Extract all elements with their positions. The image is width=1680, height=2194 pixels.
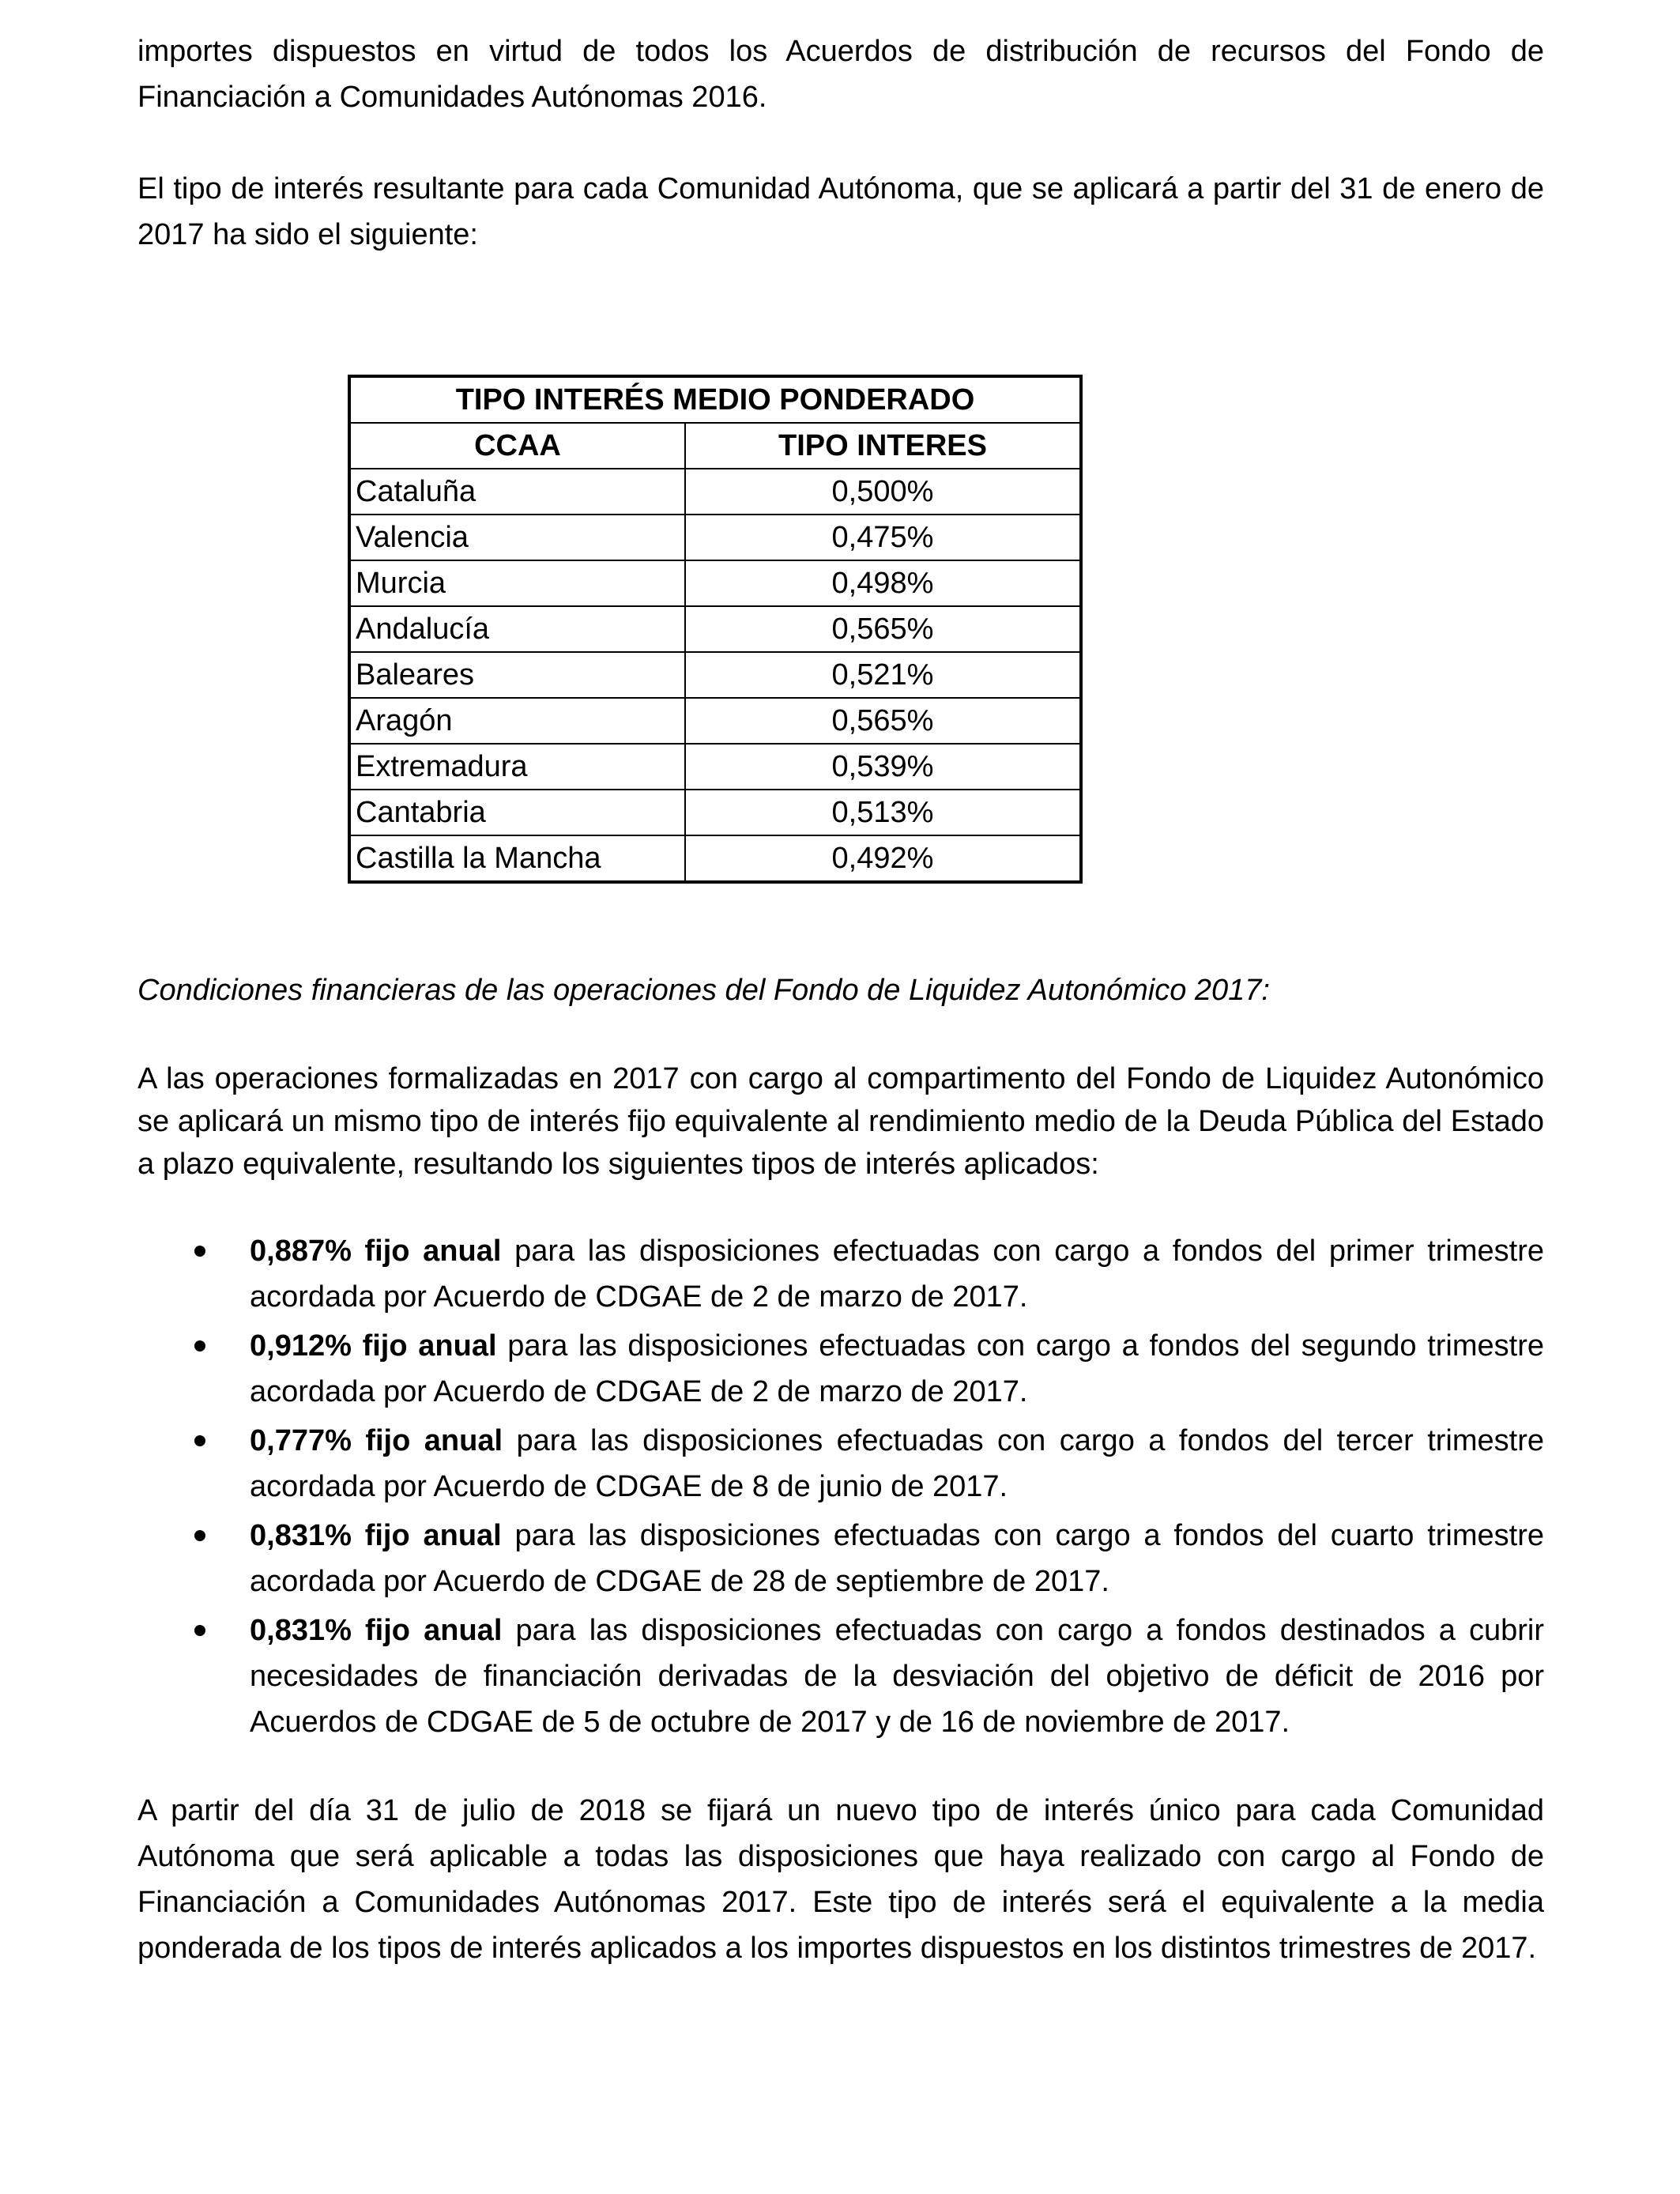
ccaa-cell: Aragón <box>349 698 685 744</box>
ccaa-cell: Castilla la Mancha <box>349 835 685 882</box>
table-row <box>349 744 1081 790</box>
ccaa-cell: Andalucía <box>349 606 685 652</box>
rate-cell: 0,475% <box>685 515 1081 560</box>
table-row <box>349 652 1081 698</box>
section-paragraph: A las operaciones formalizadas en 2017 con cargo al compartimento del Fondo de Liquidez Autonómico se aplicará un mismo tipo de interés fijo equivalente al rendimiento medio de la Deuda Pública del Estado a plazo equivalente, resultando los siguientes tipos de interés aplicados: <box>137 1062 1544 1181</box>
ccaa-cell: Extremadura <box>349 744 685 790</box>
closing-paragraph: A partir del día 31 de julio de 2018 se fijará un nuevo tipo de interés único para cada Comunidad Autónoma que será aplicable a todas las disposiciones que haya realizado con cargo al Fondo de Financiación a Comunidades Autónomas 2017. Este tipo de interés será el equivalente a la media ponderada de los tipos de interés aplicados a los importes dispuestos en los distintos trimestres de 2017. <box>137 1794 1544 1965</box>
bullet-rate: 0,831% fijo anual <box>250 1519 502 1552</box>
rate-cell: 0,565% <box>685 606 1081 652</box>
rate-cell: 0,539% <box>685 744 1081 790</box>
list-item <box>137 1513 1544 1604</box>
list-item <box>137 1228 1544 1320</box>
ccaa-cell: Cataluña <box>349 469 685 515</box>
bullet-text: para las disposiciones efectuadas con cargo a fondos del tercer trimestre acordada por Acuerdo de CDGAE de 8 de junio de 2017. <box>250 1424 1544 1503</box>
table-row <box>349 606 1081 652</box>
bullet-rate: 0,777% fijo anual <box>250 1424 503 1457</box>
table-row <box>349 698 1081 744</box>
bullet-text: para las disposiciones efectuadas con cargo a fondos del primer trimestre acordada por Acuerdo de CDGAE de 2 de marzo de 2017. <box>250 1235 1544 1314</box>
bullet-icon <box>194 1340 205 1351</box>
table-row <box>349 560 1081 606</box>
bullet-text: para las disposiciones efectuadas con cargo a fondos del segundo trimestre acordada por Acuerdo de CDGAE de 2 de marzo de 2017. <box>250 1329 1544 1408</box>
table-row <box>349 835 1081 882</box>
interest-rate-table-container <box>348 375 1083 884</box>
table-row <box>349 469 1081 515</box>
intro-paragraph-1: importes dispuestos en virtud de todos los Acuerdos de distribución de recursos del Fondo de Financiación a Comunidades Autónomas 2016. <box>137 35 1544 114</box>
table-title: TIPO INTERÉS MEDIO PONDERADO <box>349 376 1081 423</box>
rate-cell: 0,500% <box>685 469 1081 515</box>
bullet-text: para las disposiciones efectuadas con cargo a fondos del cuarto trimestre acordada por Acuerdo de CDGAE de 28 de septiembre de 2017. <box>250 1519 1544 1598</box>
bullet-rate: 0,912% fijo anual <box>250 1329 497 1363</box>
rate-cell: 0,513% <box>685 790 1081 835</box>
rate-cell: 0,521% <box>685 652 1081 698</box>
section-title: Condiciones financieras de las operaciones del Fondo de Liquidez Autonómico 2017: <box>137 974 1270 1007</box>
rate-cell: 0,492% <box>685 835 1081 882</box>
rate-cell: 0,565% <box>685 698 1081 744</box>
ccaa-cell: Murcia <box>349 560 685 606</box>
bullet-icon <box>194 1246 205 1257</box>
bullet-icon <box>194 1625 205 1636</box>
interest-bullet-list <box>137 1228 1544 1745</box>
column-header-rate: TIPO INTERES <box>685 423 1081 469</box>
table-row <box>349 790 1081 835</box>
ccaa-cell: Valencia <box>349 515 685 560</box>
table-row <box>349 515 1081 560</box>
ccaa-cell: Baleares <box>349 652 685 698</box>
column-header-ccaa: CCAA <box>349 423 685 469</box>
intro-paragraph-2: El tipo de interés resultante para cada Comunidad Autónoma, que se aplicará a partir del 31 de enero de 2017 ha sido el siguiente: <box>137 172 1544 251</box>
list-item <box>137 1608 1544 1745</box>
bullet-text: para las disposiciones efectuadas con cargo a fondos destinados a cubrir necesidades de financiación derivadas de la desviación del objetivo de déficit de 2016 por Acuerdos de CDGAE de 5 de octubre de 2017 y de 16 de noviembre de 2017. <box>250 1614 1544 1739</box>
list-item <box>137 1323 1544 1415</box>
bullet-icon <box>194 1435 205 1446</box>
rate-cell: 0,498% <box>685 560 1081 606</box>
ccaa-cell: Cantabria <box>349 790 685 835</box>
document-page <box>137 28 1544 1971</box>
bullet-rate: 0,831% fijo anual <box>250 1614 503 1647</box>
bullet-icon <box>194 1530 205 1541</box>
list-item <box>137 1418 1544 1510</box>
interest-rate-table <box>348 375 1083 884</box>
bullet-rate: 0,887% fijo anual <box>250 1235 502 1268</box>
